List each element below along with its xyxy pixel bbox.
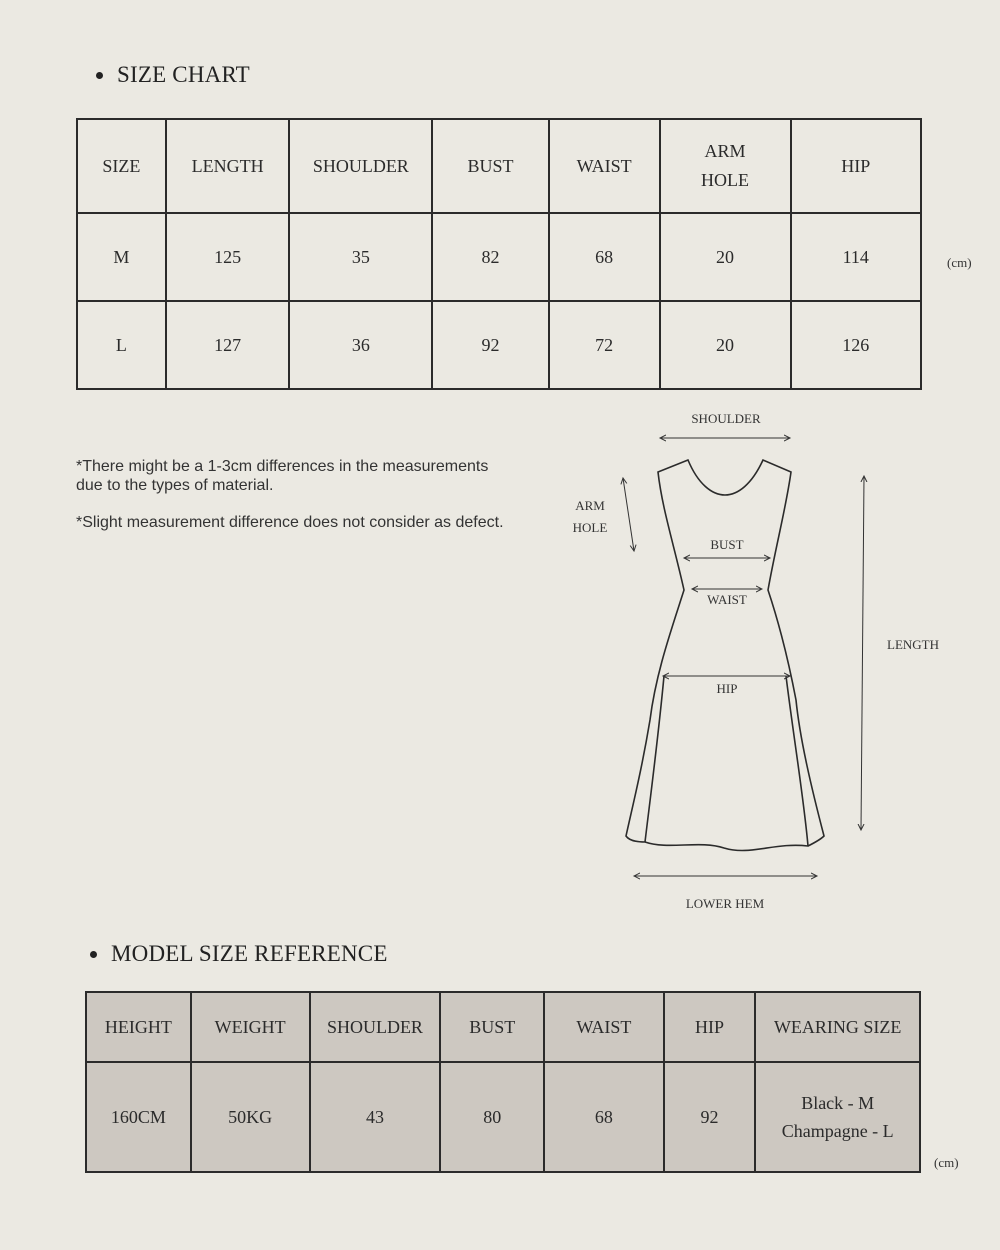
table-cell: 125	[166, 213, 290, 301]
table-row	[86, 1062, 920, 1172]
header-cell: SIZE	[77, 119, 166, 213]
table-cell: 35	[289, 213, 432, 301]
model-reference-title	[90, 941, 388, 967]
table-cell: 92	[432, 301, 549, 389]
header-cell: HIP	[791, 119, 922, 213]
header-cell: BUST	[432, 119, 549, 213]
lower-hem-label: LOWER HEM	[685, 896, 765, 911]
header-cell: SHOULDER	[310, 992, 441, 1062]
size-chart-unit: (cm)	[947, 255, 972, 270]
model-header-row	[86, 992, 920, 1062]
length-arrow	[861, 476, 864, 830]
table-cell: 20	[660, 213, 791, 301]
table-cell: 92	[664, 1062, 756, 1172]
hole-label: HOLE	[572, 520, 608, 535]
header-cell: WAIST	[544, 992, 664, 1062]
table-cell: M	[77, 213, 166, 301]
header-cell: ARM HOLE	[660, 119, 791, 213]
table-cell: 36	[289, 301, 432, 389]
table-cell: L	[77, 301, 166, 389]
table-cell: 114	[791, 213, 922, 301]
model-reference-title-text: MODEL SIZE REFERENCE	[111, 941, 388, 966]
table-cell: 68	[544, 1062, 664, 1172]
waist-label: WAIST	[707, 592, 747, 607]
header-cell: WEARING SIZE	[755, 992, 920, 1062]
table-cell: 82	[432, 213, 549, 301]
table-cell: 72	[549, 301, 660, 389]
note-text: *Slight measurement difference does not consider as defect.	[76, 514, 504, 531]
dress-outline	[626, 460, 824, 851]
table-cell: 126	[791, 301, 922, 389]
shoulder-label: SHOULDER	[691, 411, 761, 426]
header-cell: WEIGHT	[191, 992, 310, 1062]
model-reference-table	[85, 991, 921, 1173]
model-reference-unit: (cm)	[934, 1155, 959, 1170]
header-cell: SHOULDER	[289, 119, 432, 213]
note-text: *There might be a 1-3cm differences in the measurements due to the types of material.	[76, 458, 489, 494]
table-cell: 80	[440, 1062, 544, 1172]
wearing-size-cell: Black - M Champagne - L	[755, 1062, 920, 1172]
header-cell: HIP	[664, 992, 756, 1062]
header-cell: WAIST	[549, 119, 660, 213]
table-cell: 43	[310, 1062, 441, 1172]
arm-hole-arrow	[623, 478, 634, 551]
bust-label: BUST	[710, 537, 744, 552]
bullet-icon	[90, 951, 97, 958]
hip-label: HIP	[716, 681, 738, 696]
header-cell: BUST	[440, 992, 544, 1062]
table-cell: 68	[549, 213, 660, 301]
arm-label: ARM	[575, 498, 605, 513]
size-chart-title-text: SIZE CHART	[117, 62, 250, 87]
measurement-arrows	[623, 438, 864, 876]
length-label: LENGTH	[887, 637, 939, 652]
header-cell: LENGTH	[166, 119, 290, 213]
table-cell: 160CM	[86, 1062, 191, 1172]
table-cell: 20	[660, 301, 791, 389]
table-cell: 127	[166, 301, 290, 389]
table-cell: 50KG	[191, 1062, 310, 1172]
header-cell: HEIGHT	[86, 992, 191, 1062]
